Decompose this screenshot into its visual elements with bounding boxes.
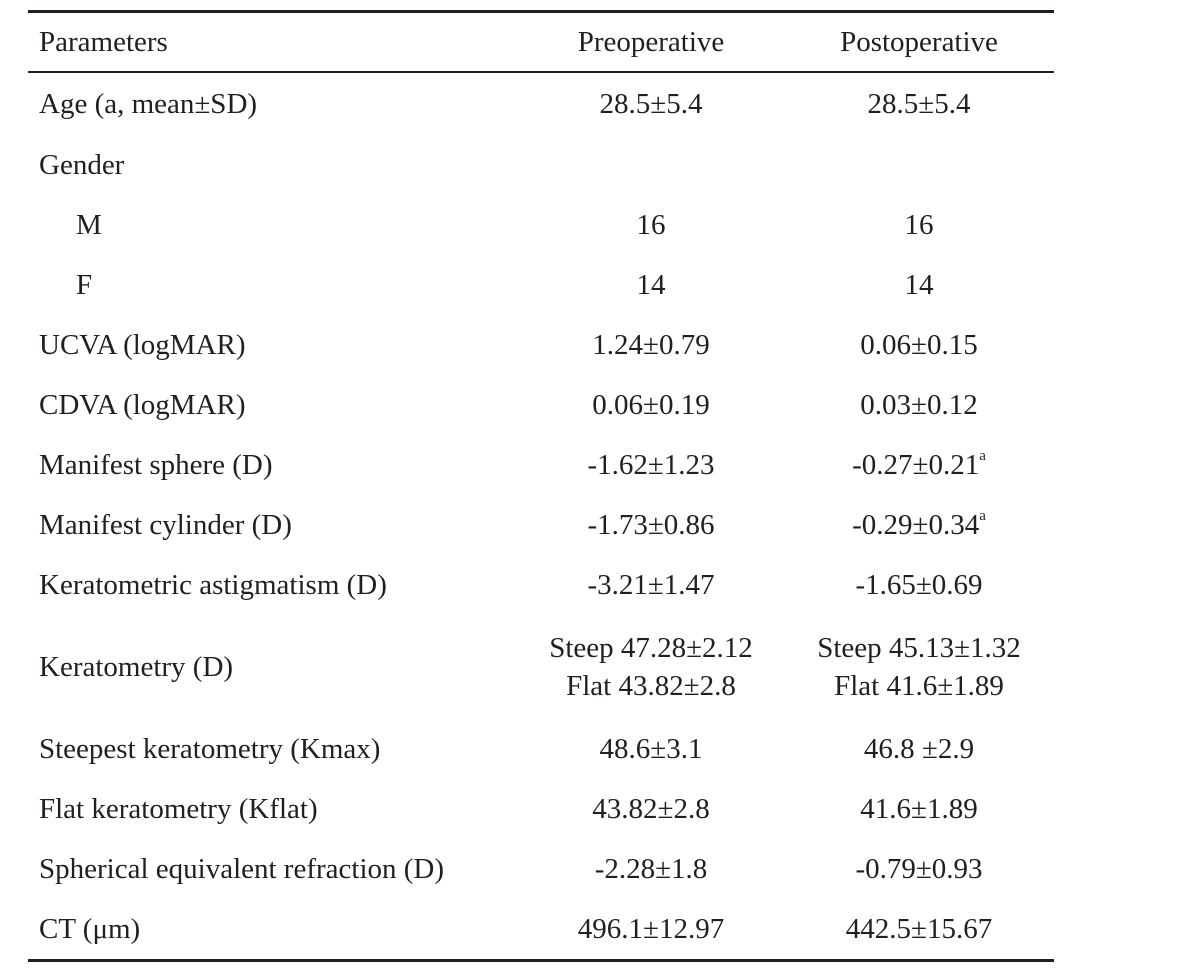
- post-superscript: a: [979, 507, 986, 524]
- table-row: [28, 555, 1054, 615]
- table-row: [28, 839, 1054, 899]
- row-parameter: CT (μm): [39, 912, 141, 945]
- table-row: [28, 135, 1054, 195]
- row-preoperative: -1.73±0.86: [587, 508, 715, 541]
- row-postoperative: [784, 899, 1054, 959]
- table-row: [28, 779, 1054, 839]
- row-postoperative: [784, 135, 1054, 195]
- row-parameter: Keratometry (D): [39, 650, 234, 683]
- row-preoperative: 43.82±2.8: [592, 792, 710, 825]
- post-value: 28.5±5.4: [867, 87, 971, 120]
- table-row: [28, 315, 1054, 375]
- row-parameter: Age (a, mean±SD): [39, 87, 258, 120]
- post-value: 0.03±0.12: [860, 388, 978, 421]
- row-preoperative: 496.1±12.97: [577, 912, 725, 945]
- table-bottom-rule: [28, 959, 1054, 962]
- pre-flat-value: Flat 43.82±2.8: [566, 669, 736, 702]
- row-postoperative: [784, 779, 1054, 839]
- data-table-body: [28, 73, 1054, 959]
- row-preoperative: 14: [636, 268, 666, 301]
- row-preoperative: 1.24±0.79: [592, 328, 710, 361]
- row-parameter: Gender: [39, 148, 125, 181]
- row-preoperative: 28.5±5.4: [599, 87, 703, 120]
- post-steep-value: Steep 45.13±1.32: [817, 631, 1021, 664]
- pre-steep-value: Steep 47.28±2.12: [549, 631, 753, 664]
- header-preoperative: Preoperative: [577, 26, 725, 58]
- row-preoperative: -2.28±1.8: [594, 852, 708, 885]
- row-postoperative: [784, 495, 1054, 555]
- row-postoperative: [784, 195, 1054, 255]
- parameters-table: [28, 10, 1054, 962]
- row-postoperative: [784, 615, 1054, 719]
- row-postoperative: [784, 555, 1054, 615]
- row-parameter: Manifest sphere (D): [39, 448, 273, 481]
- post-value: 442.5±15.67: [845, 912, 993, 945]
- row-preoperative: [518, 615, 784, 719]
- post-value: 16: [904, 208, 934, 241]
- row-preoperative: 48.6±3.1: [599, 732, 703, 765]
- table-row: [28, 615, 1054, 719]
- table-row: [28, 719, 1054, 779]
- post-value: -1.65±0.69: [855, 568, 983, 601]
- header-row: [28, 13, 1054, 71]
- table-row: [28, 255, 1054, 315]
- row-postoperative: [784, 839, 1054, 899]
- row-parameter: M: [76, 208, 102, 241]
- row-postoperative: [784, 73, 1054, 135]
- post-value: 14: [904, 268, 934, 301]
- table-row: [28, 435, 1054, 495]
- row-parameter: Manifest cylinder (D): [39, 508, 292, 541]
- table-body: [28, 73, 1054, 959]
- post-value: -0.27±0.21: [852, 448, 980, 481]
- row-preoperative: 0.06±0.19: [592, 388, 710, 421]
- data-table: [28, 13, 1054, 71]
- row-preoperative: [518, 135, 784, 195]
- row-parameter: Steepest keratometry (Kmax): [39, 732, 381, 765]
- row-preoperative: -1.62±1.23: [587, 448, 715, 481]
- table-row: [28, 899, 1054, 959]
- post-value: -0.29±0.34: [852, 508, 980, 541]
- post-value: 0.06±0.15: [860, 328, 978, 361]
- post-superscript: a: [979, 447, 986, 464]
- row-postoperative: [784, 435, 1054, 495]
- table-row: [28, 195, 1054, 255]
- table-header: [28, 13, 1054, 71]
- post-value: 41.6±1.89: [860, 792, 978, 825]
- row-postoperative: [784, 719, 1054, 779]
- row-parameter: F: [76, 268, 93, 301]
- row-postoperative: [784, 315, 1054, 375]
- row-parameter: Keratometric astigmatism (D): [39, 568, 387, 601]
- row-postoperative: [784, 255, 1054, 315]
- row-parameter: CDVA (logMAR): [39, 388, 246, 421]
- table-row: [28, 495, 1054, 555]
- post-flat-value: Flat 41.6±1.89: [834, 669, 1004, 702]
- row-preoperative: -3.21±1.47: [587, 568, 715, 601]
- row-parameter: Flat keratometry (Kflat): [39, 792, 318, 825]
- row-preoperative: 16: [636, 208, 666, 241]
- row-parameter: Spherical equivalent refraction (D): [39, 852, 445, 885]
- post-value: -0.79±0.93: [855, 852, 983, 885]
- post-value: 46.8 ±2.9: [863, 732, 975, 765]
- table-row: [28, 375, 1054, 435]
- header-postoperative: Postoperative: [840, 26, 998, 58]
- header-parameters: Parameters: [39, 26, 168, 58]
- row-postoperative: [784, 375, 1054, 435]
- row-parameter: UCVA (logMAR): [39, 328, 246, 361]
- table-row: [28, 73, 1054, 135]
